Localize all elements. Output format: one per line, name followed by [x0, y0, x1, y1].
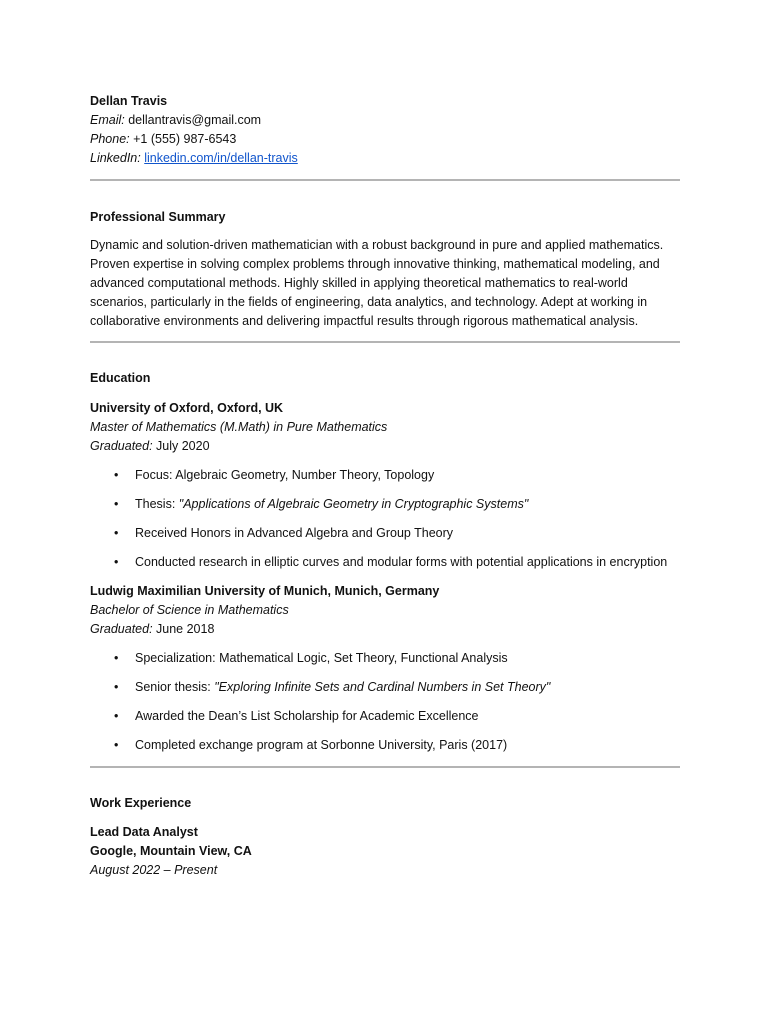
- school-degree: Master of Mathematics (M.Math) in Pure Mathematics: [90, 420, 388, 434]
- summary-text: Dynamic and solution-driven mathematician with a robust background in pure and applied mathematics. Proven expertise in solving complex problems through innovative thinking, mathematical modeling, and advanced computational methods. Highly skilled in applying theoretical mathematics to real-world scenarios, particularly in the fields of engineering, data analytics, and technology. Adept at working in collaborative environments and delivering impactful results through rigorous mathematical analysis.: [90, 238, 664, 328]
- summary-section: [90, 208, 680, 331]
- education-section: [90, 369, 680, 755]
- work-section: [90, 794, 680, 880]
- email-label: Email:: [90, 113, 125, 127]
- section-divider: [90, 341, 680, 343]
- list-item: [90, 649, 680, 668]
- job-entry: [90, 823, 680, 880]
- contact-name: Dellan Travis: [90, 94, 168, 108]
- list-item: [90, 495, 680, 514]
- section-divider: [90, 766, 680, 768]
- school-name: Ludwig Maximilian University of Munich, Munich, Germany: [90, 584, 440, 598]
- graduated-label: Graduated:: [90, 439, 153, 453]
- email-value: dellantravis@gmail.com: [128, 113, 262, 127]
- bullet-icon: •: [114, 555, 119, 569]
- bullet-text: Conducted research in elliptic curves and modular forms with potential applications in encryption: [135, 555, 668, 569]
- contact-phone-line: [90, 130, 680, 149]
- bullet-text: Completed exchange program at Sorbonne University, Paris (2017): [135, 738, 508, 752]
- thesis-title: "Exploring Infinite Sets and Cardinal Numbers in Set Theory": [214, 680, 551, 694]
- graduated-line: [90, 437, 680, 456]
- bullet-icon: •: [114, 651, 119, 665]
- school-bullet-list: [90, 649, 680, 755]
- list-item: [90, 707, 680, 726]
- list-item: [90, 553, 680, 572]
- summary-title: Professional Summary: [90, 210, 226, 224]
- linkedin-link[interactable]: linkedin.com/in/dellan-travis: [144, 151, 298, 165]
- bullet-text: Thesis:: [135, 497, 179, 511]
- phone-label: Phone:: [90, 132, 130, 146]
- school-name: University of Oxford, Oxford, UK: [90, 401, 284, 415]
- bullet-text: Received Honors in Advanced Algebra and Group Theory: [135, 526, 454, 540]
- bullet-icon: •: [114, 680, 119, 694]
- school-degree: Bachelor of Science in Mathematics: [90, 603, 289, 617]
- job-role: Lead Data Analyst: [90, 825, 198, 839]
- school-bullet-list: [90, 466, 680, 572]
- bullet-text: Specialization: Mathematical Logic, Set Theory, Functional Analysis: [135, 651, 508, 665]
- education-title: Education: [90, 371, 151, 385]
- contact-block: [90, 92, 680, 168]
- bullet-text: Awarded the Dean’s List Scholarship for Academic Excellence: [135, 709, 479, 723]
- school-entry: [90, 582, 680, 755]
- resume-content: [90, 92, 680, 880]
- work-title: Work Experience: [90, 796, 192, 810]
- graduated-date: July 2020: [156, 439, 210, 453]
- bullet-text: Senior thesis:: [135, 680, 215, 694]
- school-entry: [90, 399, 680, 572]
- list-item: [90, 466, 680, 485]
- bullet-icon: •: [114, 468, 119, 482]
- phone-value: +1 (555) 987-6543: [133, 132, 237, 146]
- job-company: Google, Mountain View, CA: [90, 844, 252, 858]
- list-item: [90, 736, 680, 755]
- contact-email-line: [90, 111, 680, 130]
- job-dates: August 2022 – Present: [90, 863, 218, 877]
- graduated-date: June 2018: [156, 622, 215, 636]
- contact-linkedin-line: [90, 149, 680, 168]
- bullet-text: Focus: Algebraic Geometry, Number Theory, Topology: [135, 468, 435, 482]
- list-item: [90, 678, 680, 697]
- bullet-icon: •: [114, 738, 119, 752]
- linkedin-label: LinkedIn:: [90, 151, 141, 165]
- graduated-line: [90, 620, 680, 639]
- list-item: [90, 524, 680, 543]
- thesis-title: "Applications of Algebraic Geometry in Cryptographic Systems": [178, 497, 529, 511]
- bullet-icon: •: [114, 526, 119, 540]
- section-divider: [90, 179, 680, 181]
- bullet-icon: •: [114, 709, 119, 723]
- graduated-label: Graduated:: [90, 622, 153, 636]
- bullet-icon: •: [114, 497, 119, 511]
